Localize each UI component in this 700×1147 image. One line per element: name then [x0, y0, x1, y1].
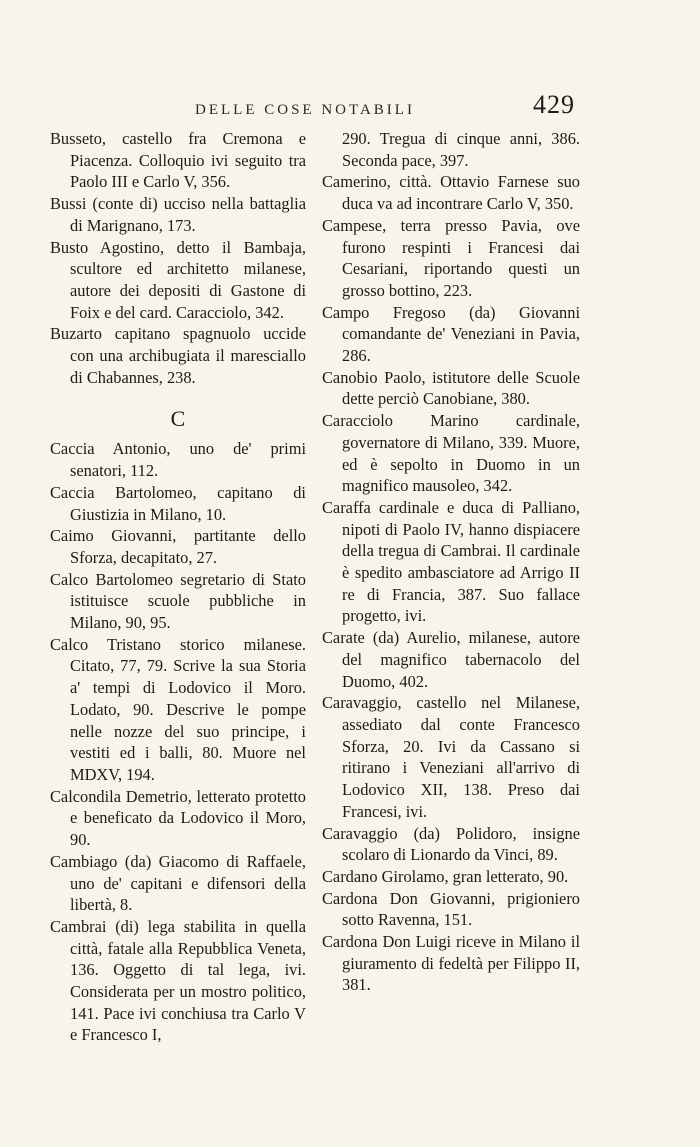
- index-entry-cardona-luigi: Cardona Don Luigi riceve in Milano il giuramento di fedeltà per Filippo II, 381.: [322, 932, 580, 995]
- index-entry-cardano: Cardano Girolamo, gran letterato, 90.: [322, 866, 569, 886]
- index-entry-campese: Campese, terra presso Pavia, ove furono respinti i Francesi dai Cesariani, riportando questi un grosso bottino, 223.: [322, 215, 580, 300]
- section-letter-c: C: [170, 406, 186, 432]
- index-entry-calcondila: Calcondila Demetrio, letterato protetto e beneficato da Lodovico il Moro, 90.: [50, 786, 306, 850]
- index-entry-camerino: Camerino, città. Ottavio Farnese suo duca va ad incontrare Carlo V, 350.: [322, 172, 580, 214]
- index-entry-caravaggio-castello: Caravaggio, castello nel Milanese, assediato dal conte Francesco Sforza, 20. Ivi da Cassano si ritirano i Veneziani all'arrivo di Lodovico XII, 138. Preso dai Francesi, ivi.: [322, 693, 580, 821]
- index-entry-busseto: Busseto, castello fra Cremona e Piacenza. Colloquio ivi seguito tra Paolo III e Carlo V, 356.: [50, 129, 306, 192]
- index-entry-carate: Carate (da) Aurelio, milanese, autore del magnifico tabernacolo del Duomo, 402.: [322, 628, 580, 691]
- running-head: DELLE COSE NOTABILI: [195, 102, 415, 118]
- index-entry-bussi: Bussi (conte di) ucciso nella battaglia di Marignano, 173.: [50, 194, 306, 235]
- index-entry-caccia-bartolomeo: Caccia Bartolomeo, capitano di Giustizia in Milano, 10.: [50, 482, 306, 524]
- page-header: [0, 90, 700, 130]
- index-entry-caracciolo: Caracciolo Marino cardinale, governatore di Milano, 339. Muore, ed è sepolto in Duomo in un magnifico mausoleo, 342.: [322, 411, 580, 496]
- index-entry-cambrai-continued: 290. Tregua di cinque anni, 386. Seconda pace, 397.: [342, 129, 580, 170]
- index-entry-busto: Busto Agostino, detto il Bambaja, scultore ed architetto milanese, autore dei depositi di Gastone di Foix e del card. Caracciolo, 342.: [50, 237, 306, 322]
- index-entry-calco-bartolomeo: Calco Bartolomeo segretario di Stato istituisce scuole pubbliche in Milano, 90, 95.: [50, 569, 306, 633]
- index-entry-caimo: Caimo Giovanni, partitante dello Sforza, decapitato, 27.: [50, 526, 306, 567]
- index-entry-canobio: Canobio Paolo, istitutore delle Scuole dette perciò Canobiane, 380.: [322, 367, 580, 409]
- index-entry-cambrai: Cambrai (di) lega stabilita in quella città, fatale alla Repubblica Veneta, 136. Oggetto di tal lega, ivi. Considerata per un mostro politico, 141. Pace ivi conchiusa tra Carlo V e Francesco I,: [50, 916, 306, 1045]
- index-entry-caravaggio-polidoro: Caravaggio (da) Polidoro, insigne scolaro di Lionardo da Vinci, 89.: [322, 823, 580, 865]
- index-entry-buzarto: Buzarto capitano spagnuolo uccide con una archibugiata il maresciallo di Chabannes, 238.: [50, 324, 306, 387]
- index-entry-campo-fregoso: Campo Fregoso (da) Giovanni comandante de' Veneziani in Pavia, 286.: [322, 302, 580, 366]
- index-entry-cambiago: Cambiago (da) Giacomo di Raffaele, uno de' capitani e difensori della libertà, 8.: [50, 851, 306, 915]
- right-column: [322, 128, 580, 996]
- index-entry-caraffa: Caraffa cardinale e duca di Palliano, nipoti di Paolo IV, hanno dispiacere della tregua di Cambrai. Il cardinale è spedito ambasciatore ad Arrigo II re di Francia, 387. Suo fallace progetto, ivi.: [322, 497, 580, 626]
- index-entry-calco-tristano: Calco Tristano storico milanese. Citato, 77, 79. Scrive la sua Storia a' tempi di Lodovico il Moro. Lodato, 90. Descrive le pompe nelle nozze del suo principe, i vestiti ed i balli, 80. Muore nel MDXV, 194.: [50, 634, 306, 784]
- page-number: 429: [533, 90, 575, 119]
- left-column: [50, 128, 306, 1046]
- index-entry-caccia-antonio: Caccia Antonio, uno de' primi senatori, 112.: [50, 439, 306, 481]
- index-entry-cardona-giovanni: Cardona Don Giovanni, prigioniero sotto Ravenna, 151.: [322, 888, 580, 930]
